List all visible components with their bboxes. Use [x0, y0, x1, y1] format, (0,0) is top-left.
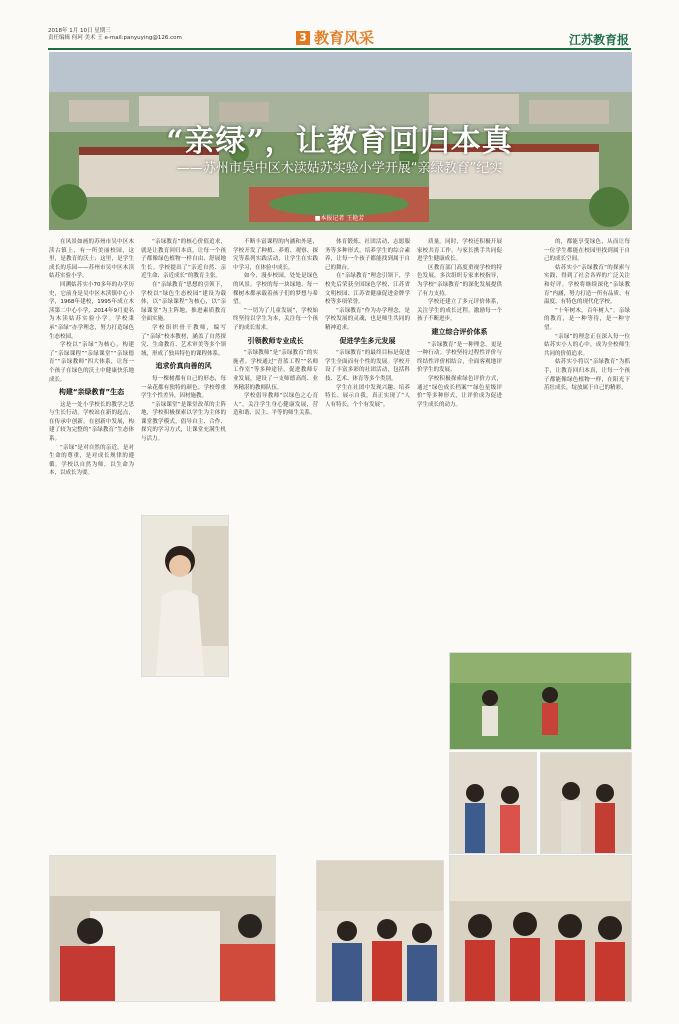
section-subhead: 追求价真向善的风 — [155, 362, 212, 371]
outdoor-planting-photo — [449, 652, 632, 750]
art-class-illustration — [541, 753, 631, 853]
paragraph: 这是一处小学校长的教学之思与生长行动。学校站在新的起点，在传承中创新，在创新中发展，构建了较为完整的“亲绿教育”生态体系。 — [49, 401, 134, 443]
section-subhead: 构建“亲绿教育”生态 — [58, 388, 125, 397]
paragraph: 在风景如画的苏州市吴中区木渎古镇上，有一所美丽校园，这里，是教育的沃土；这里，是学生成长的乐园——苏州市吴中区木渎姑苏实验小学。 — [49, 239, 134, 280]
article-column-4 — [325, 238, 410, 918]
paragraph: 质量。同时，学校还积极开展家校共育工作，与家长携手共同促进学生健康成长。 — [417, 239, 502, 263]
paragraph: 学校还建立了多元评价体系，关注学生的成长过程，激励每一个孩子不断进步。 — [417, 299, 502, 323]
newspaper-logo: 江苏教育报 — [568, 33, 629, 47]
students-group-illustration — [450, 856, 631, 1001]
paragraph: “亲绿”的理念正在深入每一位姑苏实小人的心中，成为全校师生共同的价值追求。 — [544, 333, 630, 357]
paragraph: “亲绿课堂”是课堂改革的主阵地，学校积极探索以学生为主体的课堂教学模式，倡导自主、合作、探究的学习方式，让课堂充满生机与活力。 — [141, 401, 226, 443]
paragraph: 在“亲绿教育”理念引领下，学校先后荣获全国绿色学校、江苏省文明校园、江苏省健康促进金牌学校等多项荣誉。 — [325, 273, 410, 306]
outdoor-planting-illustration — [450, 653, 631, 749]
paragraph: “亲绿教师”是“亲绿教育”的实施者。学校通过“青蓝工程”“名师工作室”等多种途径，促进教师专业发展，建设了一支师德高尚、业务精湛的教师队伍。 — [233, 350, 318, 391]
paragraph: 回溯姑苏实小70多年的办学历史，它前身是吴中区木渎镇中心小学，1968年建校，1995年成立木渎第二中心小学，2014年9月更名为木渎姑苏实验小学。学校秉承“亲绿”办学理念，努力打造绿色生态校园。 — [49, 281, 134, 340]
paragraph: 的，都能享受绿色，从而让每一位学生都能在校园里找到属于自己的成长空间。 — [544, 239, 630, 263]
students-reading-photo — [49, 855, 276, 1002]
paragraph: 体育锻炼、社团活动、志愿服务等多种形式，培养学生的综合素养，让每一个孩子都能找到属于自己的舞台。 — [325, 239, 410, 271]
paragraph: “一切为了儿童发展”，学校始终坚持以学生为本，关注每一个孩子的成长需求。 — [233, 307, 318, 331]
paragraph: 区教育部门高度重视学校的特色发展，多次组织专家来校指导，为学校“亲绿教育”的深化发展提供了有力支持。 — [417, 264, 502, 297]
paragraph: “亲绿教育”的最终目标是促进学生全面而有个性的发展。学校开设了丰富多彩的社团活动，包括科技、艺术、体育等多个类别。 — [325, 350, 410, 382]
paragraph: 在“亲绿教育”思想的引领下，学校以“绿色生态校园”建设为载体，以“亲绿课程”为核心，以“亲绿课堂”为主阵地，推进素质教育全面实施。 — [141, 281, 226, 323]
students-group-photo — [449, 855, 632, 1002]
article-headline: “亲绿”，让教育回归本真 — [166, 124, 513, 159]
article-column-3 — [233, 238, 318, 918]
date-line: 2018年 1月 10日 星期三 — [48, 28, 111, 34]
paragraph: 姑苏实小将以“亲绿教育”为抓手，让教育回归本真，让每一个孩子都能像绿色植物一样，在阳光下茁壮成长，绽放属于自己的精彩。 — [544, 359, 630, 392]
section-number: 3 — [296, 31, 310, 45]
paragraph: “亲绿教育”是一种理念，更是一种行动。学校坚持过程性评价与终结性评价相结合，全面客观地评价学生的发展。 — [417, 341, 502, 374]
article-column-2 — [141, 238, 226, 508]
teacher-portrait-photo — [141, 515, 229, 677]
paragraph: 学生在社团中发现兴趣、培养特长、展示自我，真正实现了“人人有特长，个个有发展”。 — [325, 384, 410, 408]
paragraph: 学校倡导教师“以绿色之心育人”，关注学生身心健康发展，营造和谐、民主、平等的师生关系。 — [233, 393, 318, 417]
class-activity-photo — [316, 860, 444, 1002]
students-reading-illustration — [50, 856, 275, 1001]
section-subhead: 促进学生多元发展 — [339, 336, 396, 345]
paragraph: “亲绿”是对自然的亲近，是对生命的尊重，是对成长规律的遵循。学校以自然为师，以生命为本，以成长为要。 — [49, 444, 134, 477]
art-class-photo — [540, 752, 632, 854]
class-activity-illustration — [317, 861, 443, 1001]
section-subhead: 引领教师专业成长 — [247, 336, 304, 345]
article-column-5 — [417, 238, 502, 638]
paragraph: 学校以“亲绿”为核心，构建了“亲绿课程”“亲绿课堂”“亲绿德育”“亲绿教师”四大体系，让每一个孩子在绿色的沃土中健康快乐地成长。 — [49, 342, 134, 383]
article-byline: ■本报记者 王艳芳 — [314, 215, 365, 222]
paragraph: “十年树木，百年树人”。亲绿的教育，是一种等待，是一种守望。 — [544, 307, 630, 331]
paragraph: 如今，漫步校园，处处是绿色的风景。学校的每一块绿地、每一棵树木都承载着孩子们的梦想与希望。 — [233, 273, 318, 306]
paragraph: 学校组织骨干教师，编写了“亲绿”校本教材，涵盖了自然探究、生命教育、艺术审美等多个领域，形成了独具特色的课程体系。 — [141, 324, 226, 357]
section-subhead: 建立综合评价体系 — [431, 327, 488, 336]
article-column-6 — [544, 238, 630, 638]
teacher-portrait-illustration — [142, 516, 228, 676]
paragraph: 每一棵树都有自己的形态，每一朵花都有独特的颜色。学校尊重学生个性差异，因材施教。 — [141, 375, 226, 400]
science-class-photo — [449, 752, 537, 854]
editor-line: 责任编辑 何珂 美术 王 e-mail:panyuying@126.com — [48, 35, 182, 41]
science-class-illustration — [450, 753, 536, 853]
section-heading — [296, 27, 374, 48]
paragraph: 学校积极探索绿色评价方式，通过“绿色成长档案”“绿色星级评价”等多种形式，让评价成为促进学生成长的动力。 — [417, 375, 502, 408]
paragraph: “亲绿教育”作为办学理念，是学校发展的灵魂，也是师生共同的精神追求。 — [325, 307, 410, 331]
paragraph: 姑苏实小“亲绿教育”的探索与实践，得到了社会各界的广泛关注和好评。学校将继续深化“亲绿教育”内涵，努力打造一所有品质、有温度、有特色的现代化学校。 — [544, 264, 630, 306]
article-subtitle: ——苏州市吴中区木渎姑苏实验小学开展“亲绿教育”纪实 — [176, 161, 503, 176]
paragraph: “亲绿教育”的核心价值追求，就是让教育回归本真，让每一个孩子都像绿色植物一样自由、舒展地生长。学校提出了“亲近自然、亲近生命、亲近成长”的教育主张。 — [141, 239, 226, 280]
section-title: 教育风采 — [314, 29, 375, 47]
paragraph: 不断丰富课程的内涵和外延，学校开发了种植、养殖、观察、探究等系列实践活动，让学生在实践中学习，在体验中成长。 — [233, 239, 318, 271]
